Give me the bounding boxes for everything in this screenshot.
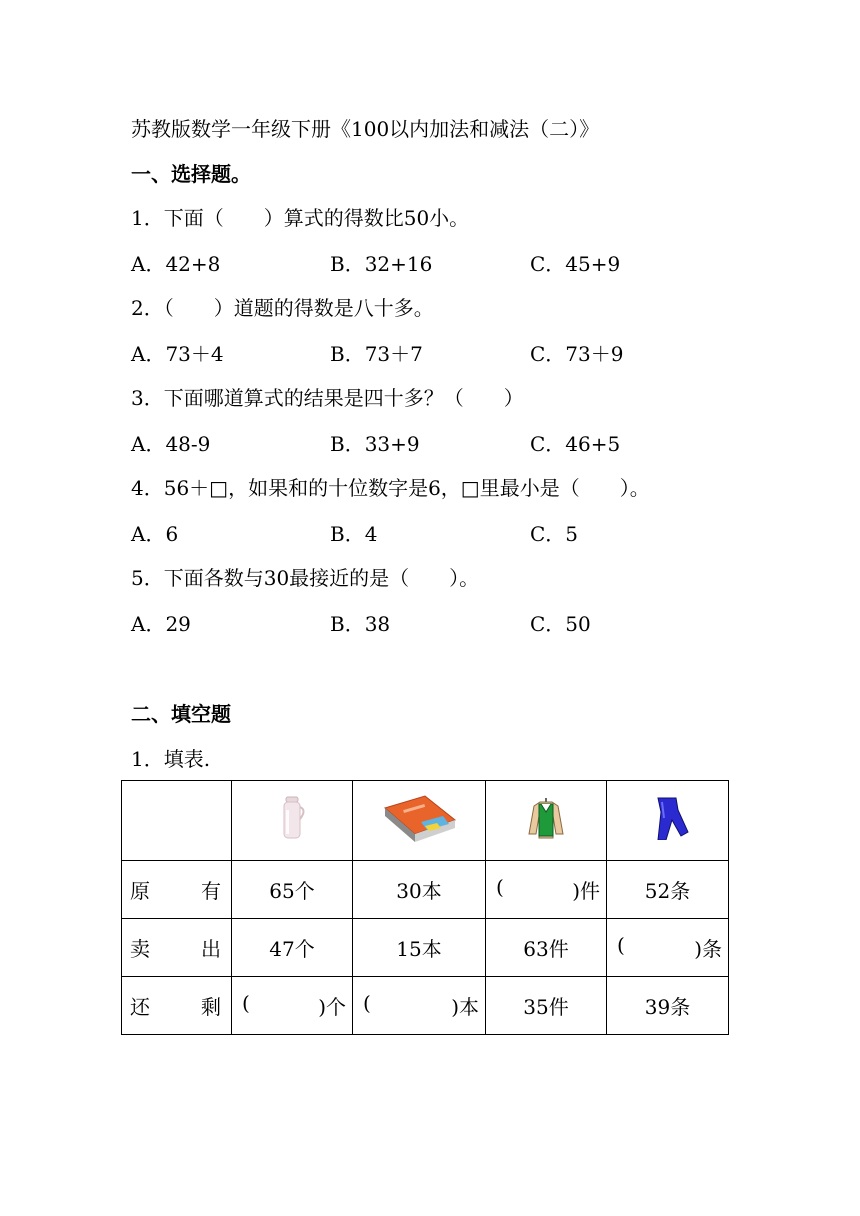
blank-close: )条 — [694, 937, 722, 961]
q5-option-c: C．50 — [530, 612, 591, 636]
q3-option-b: B．33+9 — [330, 432, 420, 456]
row-label-char: 卖 — [130, 937, 150, 961]
blank-cell[interactable] — [607, 919, 729, 977]
q3-option-c: C．46+5 — [530, 432, 621, 456]
table-cell: 35件 — [486, 977, 607, 1035]
table-cell: 30本 — [353, 861, 486, 919]
table-cell: 47个 — [232, 919, 353, 977]
section-heading-choice: 一、选择题。 — [131, 162, 251, 186]
table-cell: 15本 — [353, 919, 486, 977]
thermos-icon — [277, 796, 307, 845]
question-4: 4．56＋□，如果和的十位数字是6，□里最小是（ ）。 — [131, 476, 650, 500]
table-row — [122, 861, 729, 919]
table-cell: 63件 — [486, 919, 607, 977]
blank-close: )个 — [318, 995, 346, 1019]
row-label-char: 剩 — [201, 995, 221, 1019]
q4-option-c: C．5 — [530, 522, 579, 546]
blank-cell[interactable] — [353, 977, 486, 1035]
page-title: 苏教版数学一年级下册《100以内加法和减法（二）》 — [131, 117, 600, 141]
q3-option-a: A．48-9 — [131, 432, 211, 456]
table-cell: 39条 — [607, 977, 729, 1035]
blank-cell[interactable] — [486, 861, 607, 919]
q2-option-a: A．73＋4 — [131, 342, 224, 366]
row-label-char: 有 — [201, 879, 221, 903]
table-row — [122, 977, 729, 1035]
row-label-char: 还 — [130, 995, 150, 1019]
question-3: 3．下面哪道算式的结果是四十多？（ ） — [131, 386, 524, 410]
q5-option-b: B．38 — [330, 612, 391, 636]
trousers-cell — [607, 781, 729, 861]
thermos-cell — [232, 781, 353, 861]
blank-close: )件 — [572, 879, 600, 903]
table-row — [122, 919, 729, 977]
trousers-icon — [646, 796, 690, 845]
sweater-cell — [486, 781, 607, 861]
table-header-row — [122, 781, 729, 861]
question-2: 2．（ ）道题的得数是八十多。 — [131, 296, 434, 320]
q4-option-a: A．6 — [131, 522, 179, 546]
table-corner-cell — [122, 781, 232, 861]
fill-question-1: 1．填表. — [131, 747, 211, 771]
section-heading-fill: 二、填空题 — [131, 702, 231, 726]
row-label-char: 出 — [201, 937, 221, 961]
blank-open: ( — [496, 875, 504, 899]
question-1: 1．下面（ ）算式的得数比50小。 — [131, 206, 470, 230]
q1-option-c: C．45+9 — [530, 252, 621, 276]
fill-table — [121, 780, 729, 1035]
blank-open: ( — [363, 991, 371, 1015]
q2-option-b: B．73＋7 — [330, 342, 423, 366]
sweater-icon — [526, 796, 566, 845]
q1-option-a: A．42+8 — [131, 252, 221, 276]
blank-open: ( — [242, 991, 250, 1015]
question-5: 5．下面各数与30最接近的是（ ）。 — [131, 566, 480, 590]
book-icon — [381, 790, 457, 851]
row-label-char: 原 — [130, 879, 150, 903]
q5-option-a: A．29 — [131, 612, 191, 636]
blank-open: ( — [617, 933, 625, 957]
q2-option-c: C．73＋9 — [530, 342, 624, 366]
book-cell — [353, 781, 486, 861]
blank-cell[interactable] — [232, 977, 353, 1035]
q4-option-b: B．4 — [330, 522, 378, 546]
blank-close: )本 — [451, 995, 479, 1019]
table-cell: 52条 — [607, 861, 729, 919]
table-cell: 65个 — [232, 861, 353, 919]
q1-option-b: B．32+16 — [330, 252, 433, 276]
